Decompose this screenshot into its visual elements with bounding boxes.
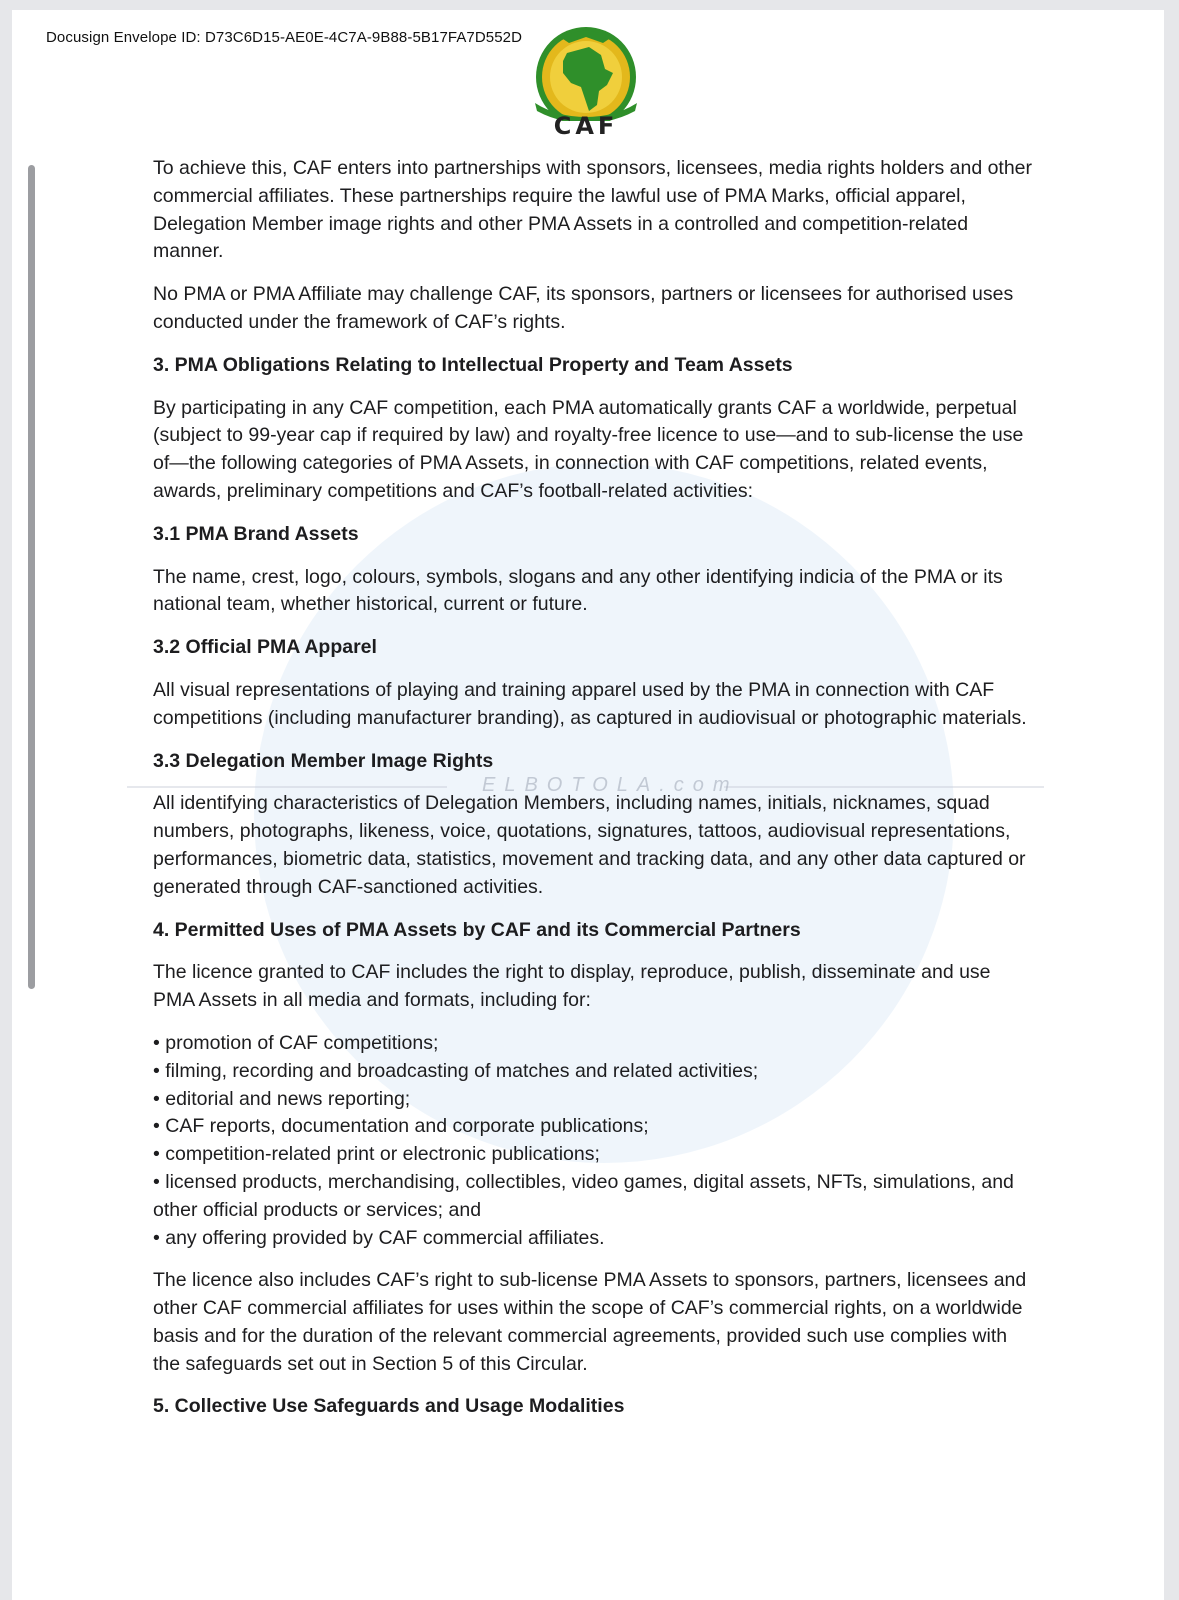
paragraph-no-challenge: No PMA or PMA Affiliate may challenge CAF, its sponsors, partners or licensees for authorised uses conducted under the framework of CAF’s rights. (153, 283, 1014, 333)
paragraph-partnerships: To achieve this, CAF enters into partnerships with sponsors, licensees, media rights holders and other commercial affiliates. These partnerships require the lawful use of PMA Marks, official apparel, Delegation Member image rights and other PMA Assets in a controlled and competition-related manner. (153, 157, 1033, 263)
paragraph-licence-grant: By participating in any CAF competition, each PMA automatically grants CAF a worldwide, perpetual (subject to 99-year cap if required by law) and royalty-free licence to use—and to sub-license the use of—the following categories of PMA Assets, in connection with CAF competitions, related events, awards, preliminary competitions and CAF’s football-related activities: (153, 396, 1024, 502)
heading-section-3-2: 3.2 Official PMA Apparel (153, 636, 377, 659)
list-item: • CAF reports, documentation and corporate publications; (153, 1115, 649, 1138)
heading-section-3-1: 3.1 PMA Brand Assets (153, 522, 359, 545)
watermark-text: ELBOTOLA.com (482, 774, 739, 796)
list-item: • licensed products, merchandising, collectibles, video games, digital assets, NFTs, simulations, and other official products or services; and (153, 1170, 1014, 1221)
heading-section-4: 4. Permitted Uses of PMA Assets by CAF and its Commercial Partners (153, 918, 801, 941)
heading-section-3: 3. PMA Obligations Relating to Intellectual Property and Team Assets (153, 353, 793, 376)
list-item: • editorial and news reporting; (153, 1087, 411, 1110)
list-item: • any offering provided by CAF commercial affiliates. (153, 1226, 605, 1249)
list-item: • promotion of CAF competitions; (153, 1031, 439, 1054)
heading-section-3-3: 3.3 Delegation Member Image Rights (153, 749, 494, 772)
paragraph-sub-license: The licence also includes CAF’s right to sub-license PMA Assets to sponsors, partners, licensees and other CAF commercial affiliates for uses within the scope of CAF’s commercial rights, on a worldwide basis and for the duration of the relevant commercial agreements, provided such use complies with the safeguards set out in Section 5 of this Circular. (153, 1269, 1027, 1375)
paragraph-brand-assets: The name, crest, logo, colours, symbols, slogans and any other identifying indicia of the PMA or its national team, whether historical, current or future. (153, 565, 1003, 616)
list-item: • filming, recording and broadcasting of matches and related activities; (153, 1059, 759, 1082)
paragraph-image-rights: All identifying characteristics of Delegation Members, including names, initials, nicknames, squad numbers, photographs, likeness, voice, quotations, signatures, tattoos, audiovisual representations, performances, biometric data, statistics, movement and tracking data, and any other data captured or generated through CAF-sanctioned activities. (153, 792, 1026, 898)
paragraph-official-apparel: All visual representations of playing and training apparel used by the PMA in connection with CAF competitions (including manufacturer branding), as captured in audiovisual or photographic materials. (153, 678, 1027, 729)
document-body (153, 155, 1033, 1436)
document-page (12, 10, 1164, 1600)
scrollbar[interactable] (28, 165, 35, 989)
docusign-envelope-id: Docusign Envelope ID: D73C6D15-AE0E-4C7A-9B88-5B17FA7D552D (46, 29, 523, 46)
paragraph-permitted-uses: The licence granted to CAF includes the right to display, reproduce, publish, disseminate and use PMA Assets in all media and formats, including for: (153, 961, 991, 1012)
caf-logo (527, 25, 645, 145)
caf-africa-trophy-icon (527, 25, 645, 121)
permitted-uses-list (153, 1030, 1033, 1252)
caf-logo-text: CAF (553, 112, 619, 140)
heading-section-5: 5. Collective Use Safeguards and Usage Modalities (153, 1395, 625, 1418)
list-item: • competition-related print or electronic publications; (153, 1143, 600, 1166)
